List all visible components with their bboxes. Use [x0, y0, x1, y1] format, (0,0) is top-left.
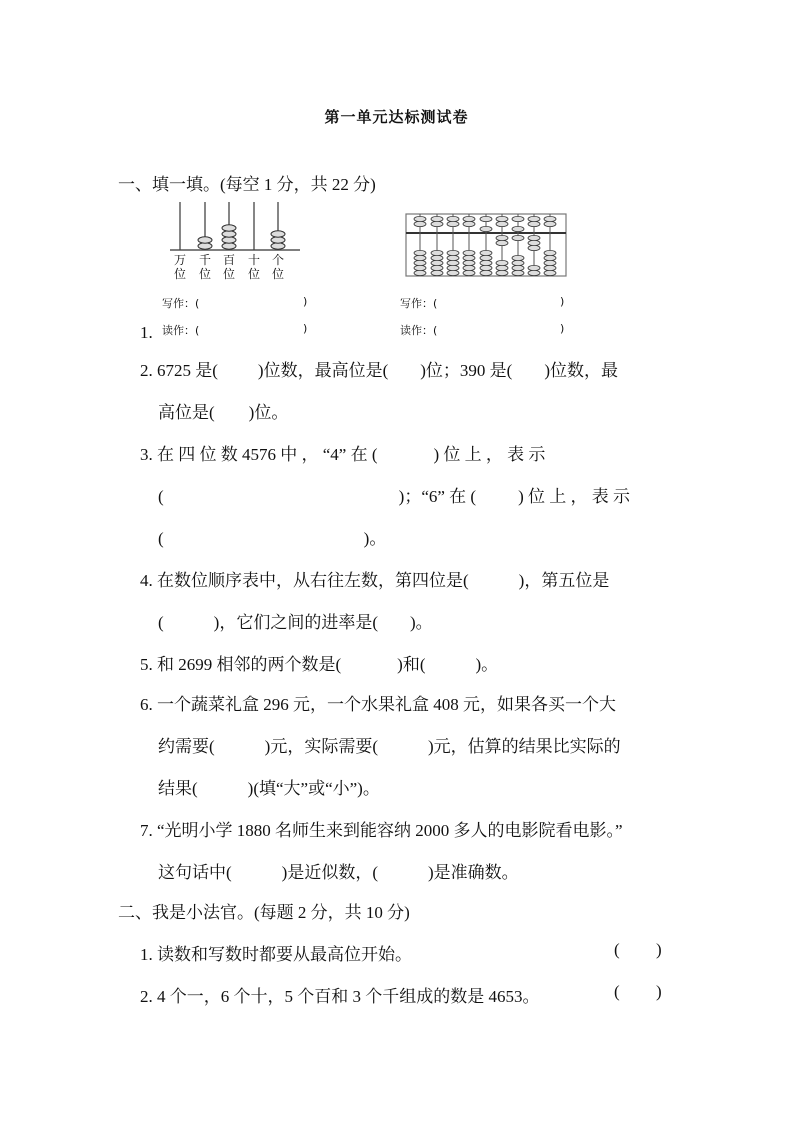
judge-open-2: (: [614, 982, 620, 1001]
q6-line3: [158, 774, 380, 799]
q6-text: )元，实际需要(: [264, 737, 378, 756]
q3-text: 3. 在 四 位 数 4576 中 ， “4” 在 (: [140, 445, 378, 464]
q4-text: )。: [410, 613, 433, 632]
read-close-right: ): [560, 322, 565, 335]
q3-text: )；“6” 在 (: [398, 487, 477, 506]
judge-open-1: (: [614, 940, 620, 959]
q7-text: )是准确数。: [428, 863, 519, 882]
q5-text: )。: [475, 655, 499, 674]
q3-text: )。: [363, 529, 387, 548]
q6-line1: 6. 一个蔬菜礼盒 296 元，一个水果礼盒 408 元，如果各买一个大: [140, 695, 616, 714]
q6-text: )(填“大”或“小”)。: [247, 779, 380, 798]
read-label-right: 读作：(: [400, 324, 438, 337]
q3-text: ) 位 上 ， 表 示: [433, 445, 546, 464]
label-bai: 百位: [222, 253, 235, 281]
q4-line2: [158, 608, 433, 633]
write-label-left: 写作：(: [162, 297, 200, 310]
q2-text: 2. 6725 是(: [140, 361, 218, 380]
q7-text: 这句话中(: [158, 863, 232, 882]
q2-text: )位。: [248, 403, 289, 422]
q4-text: (: [158, 613, 164, 632]
judge-answer-1[interactable]: [626, 940, 654, 960]
q4-text: 4. 在数位顺序表中，从右往左数，第四位是(: [140, 571, 469, 590]
judge-close-2: ): [656, 982, 662, 1001]
judge-item-2: 2. 4 个一，6 个十，5 个百和 3 个千组成的数是 4653。: [140, 987, 540, 1006]
write-close-right: ): [560, 295, 565, 308]
q2-text: )位数，最: [544, 361, 618, 380]
q6-line2: [158, 732, 621, 757]
judge-close-1: ): [656, 940, 662, 959]
label-qian: 千位: [198, 253, 211, 281]
label-wan: 万位: [173, 253, 186, 281]
read-close-left: ): [303, 322, 308, 335]
q3-line3: [158, 524, 386, 549]
judge-item-1: 1. 读数和写数时都要从最高位开始。: [140, 945, 412, 964]
q2-line2: [158, 398, 288, 423]
read-label-left: 读作：(: [162, 324, 200, 337]
section-2-heading: 二、我是小法官。(每题 2 分，共 10 分): [118, 903, 410, 922]
label-ge: 个位: [271, 253, 284, 281]
q2-text: )位数，最高位是(: [257, 361, 389, 380]
page-title: 第一单元达标测试卷: [324, 108, 469, 126]
q1-number: 1.: [140, 323, 153, 342]
q5-text: 5. 和 2699 相邻的两个数是(: [140, 655, 342, 674]
q4-line1: [140, 566, 609, 591]
q5-line: [140, 650, 498, 675]
q2-line1: [140, 356, 618, 381]
q6-text: 结果(: [158, 779, 198, 798]
write-label-right: 写作：(: [400, 297, 438, 310]
q2-text: 高位是(: [158, 403, 215, 422]
judge-answer-2[interactable]: [626, 982, 654, 1002]
q4-text: )，第五位是: [518, 571, 610, 590]
q7-line2: [158, 858, 519, 883]
q4-text: )，它们之间的进率是(: [213, 613, 378, 632]
q3-text: (: [158, 487, 164, 506]
q7-line1: 7. “光明小学 1880 名师生来到能容纳 2000 多人的电影院看电影。”: [140, 821, 623, 840]
q2-text: )位；390 是(: [420, 361, 513, 380]
q6-text: 约需要(: [158, 737, 215, 756]
label-shi: 十位: [247, 253, 260, 281]
q3-line2: [158, 482, 630, 507]
place-value-abacus: [168, 200, 308, 255]
suanpan-abacus: [405, 213, 570, 279]
write-close-left: ): [303, 295, 308, 308]
q3-text: (: [158, 529, 164, 548]
q6-text: )元，估算的结果比实际的: [428, 737, 621, 756]
q7-text: )是近似数，(: [281, 863, 378, 882]
section-1-heading: 一、填一填。(每空 1 分，共 22 分): [118, 175, 376, 194]
q5-text: )和(: [397, 655, 426, 674]
q3-line1: [140, 440, 545, 465]
q3-text: ) 位 上 ， 表 示: [518, 487, 631, 506]
